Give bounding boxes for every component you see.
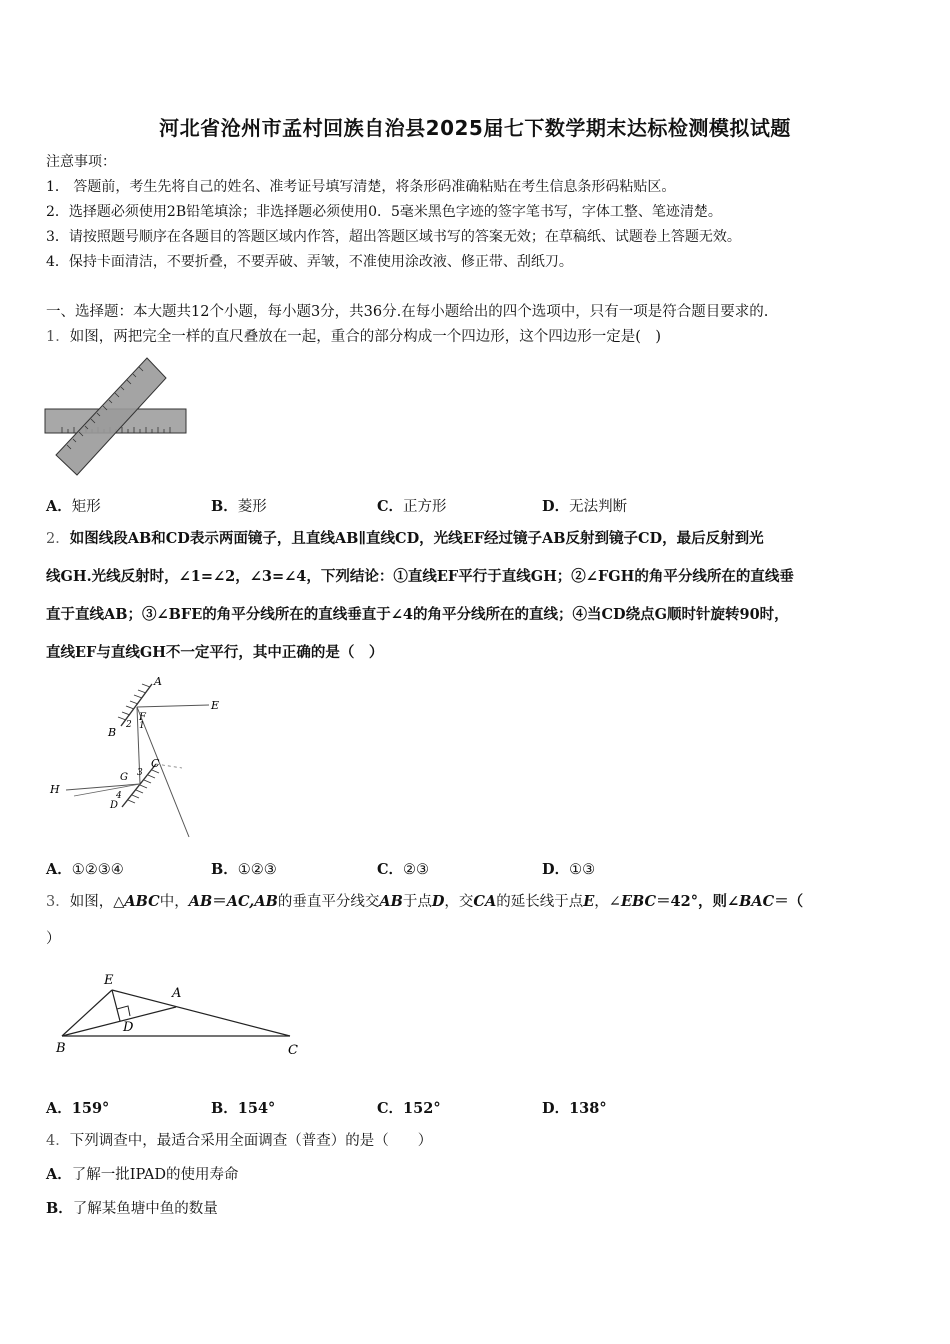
label-3: 3 — [137, 768, 143, 778]
label-d: D — [123, 1020, 134, 1035]
question-text: 如图线段AB和CD表示两面镜子，且直线AB∥直线CD，光线EF经过镜子AB反射到镜子CD，最后反射到光 — [69, 530, 764, 547]
segment-ba — [62, 1007, 176, 1036]
label-1: 1 — [139, 721, 145, 731]
label-g: G — [120, 772, 128, 783]
option-d[interactable]: D．①③ — [542, 861, 596, 878]
question-text: 线GH.光线反射时，∠1=∠2，∠3=∠4，下列结论：①直线EF平行于直线GH；②∠FGH的角平分线所在的直线垂 — [46, 568, 794, 585]
question-text: ） — [46, 931, 61, 947]
label-a: A — [154, 675, 162, 688]
label-2: 2 — [126, 720, 132, 730]
segment-ec — [112, 990, 290, 1036]
label-a: A — [172, 986, 182, 1001]
triangle-figure — [50, 970, 310, 1060]
label-b: B — [56, 1041, 66, 1056]
auxiliary-line — [137, 707, 189, 837]
ray-gh — [66, 784, 140, 790]
notes-item: 4．保持卡面清洁，不要折叠，不要弄破、弄皱，不准使用涂改液、修正带、刮纸刀。 — [46, 254, 573, 270]
question-1 — [46, 327, 661, 347]
label-c: C — [151, 757, 160, 770]
option-d[interactable]: D．无法判断 — [542, 498, 628, 515]
option-a[interactable]: A．159° — [46, 1100, 110, 1117]
section-heading: 一、选择题：本大题共12个小题，每小题3分，共36分.在每小题给出的四个选项中，只有一项是符合题目要求的. — [46, 304, 769, 320]
option-d[interactable]: D．138° — [542, 1100, 607, 1117]
option-c[interactable]: C．②③ — [377, 861, 430, 878]
question-text: 直线EF与直线GH不一定平行，其中正确的是（ ） — [46, 644, 384, 661]
label-f: F — [139, 712, 146, 723]
option-a[interactable]: A．①②③④ — [46, 861, 124, 878]
segment-ed — [112, 990, 120, 1021]
notes-item: 2．选择题必须使用2B铅笔填涂；非选择题必须使用0．5毫米黑色字迹的签字笔书写，字体工整、笔迹清楚。 — [46, 204, 722, 220]
notes-heading: 注意事项： — [46, 154, 116, 170]
question-text: 下列调查中，最适合采用全面调查（普查）的是（ ） — [69, 1133, 433, 1149]
ray-ef — [137, 705, 209, 707]
label-d: D — [110, 800, 119, 811]
option-b[interactable]: B．154° — [211, 1100, 276, 1117]
notes-item: 1． 答题前，考生先将自己的姓名、准考证号填写清楚，将条形码准确粘贴在考生信息条形码粘贴区。 — [46, 179, 676, 195]
option-b[interactable]: B．菱形 — [211, 498, 267, 515]
question-text: 直于直线AB；③∠BFE的角平分线所在的直线垂直于∠4的角平分线所在的直线；④当CD绕点G顺时针旋转90时， — [46, 606, 789, 623]
question-text: 如图，两把完全一样的直尺叠放在一起，重合的部分构成一个四边形，这个四边形一定是( ) — [69, 329, 662, 345]
notes-item: 3．请按照题号顺序在各题目的答题区域内作答，超出答题区域书写的答案无效；在草稿纸、试题卷上答题无效。 — [46, 229, 741, 245]
question-number: 2． — [46, 531, 70, 547]
question-number: 1． — [46, 329, 70, 345]
label-e: E — [104, 973, 114, 988]
question-3: 3．如图，△ABC中，AB＝AC,AB的垂直平分线交AB于点D，交CA的延长线于点E，∠EBC＝42°，则∠BAC＝（ ） — [46, 883, 908, 958]
option-a[interactable]: A．了解一批IPAD的使用寿命 — [46, 1166, 239, 1183]
question-2 — [46, 520, 908, 672]
question-4 — [46, 1131, 432, 1151]
option-c[interactable]: C．152° — [377, 1100, 441, 1117]
rulers-figure — [44, 355, 194, 480]
option-b[interactable]: B．①②③ — [211, 861, 277, 878]
right-angle-mark — [117, 1006, 130, 1016]
label-h: H — [50, 783, 60, 796]
label-c: C — [288, 1043, 298, 1058]
option-c[interactable]: C．正方形 — [377, 498, 447, 515]
label-b: B — [108, 726, 117, 739]
option-a[interactable]: A．矩形 — [46, 498, 101, 515]
page-title: 河北省沧州市孟村回族自治县2025届七下数学期末达标检测模拟试题 — [159, 116, 791, 140]
question-number: 3． — [46, 894, 70, 910]
option-b[interactable]: B．了解某鱼塘中鱼的数量 — [46, 1200, 218, 1217]
label-4: 4 — [116, 791, 122, 801]
question-number: 4． — [46, 1133, 70, 1149]
label-e: E — [211, 699, 220, 712]
mirrors-figure — [44, 672, 234, 842]
